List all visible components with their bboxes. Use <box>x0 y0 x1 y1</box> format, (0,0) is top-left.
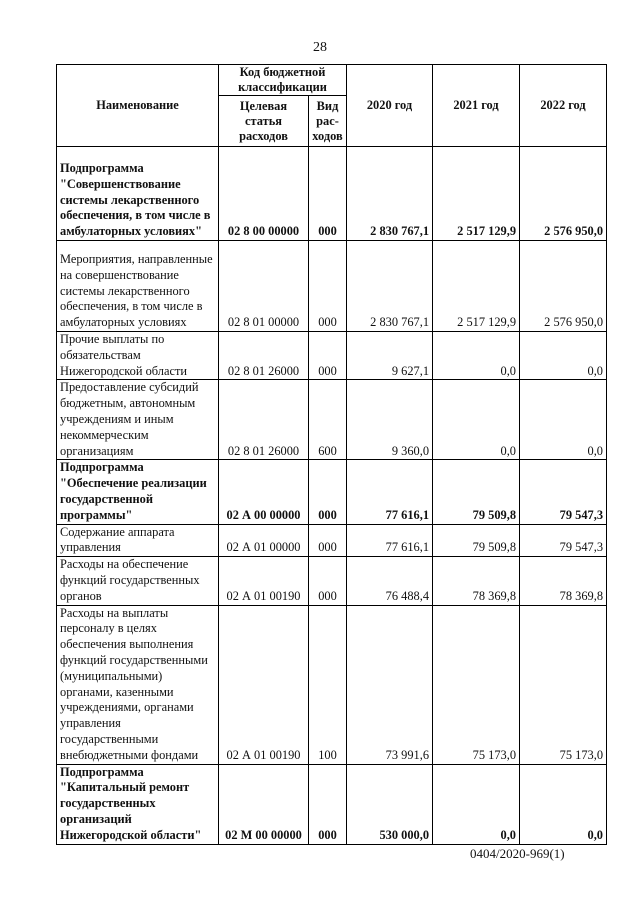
budget-table <box>56 64 607 845</box>
row-target: 02 А 00 00000 <box>219 460 309 524</box>
row-2021: 2 517 129,9 <box>433 147 520 241</box>
row-name: Расходы на выплаты персоналу в целях обеспечения выполнения функций государственными (муниципальными) органами, казенными учреждениями, органами управления государственными внебюджетными фондами <box>57 605 219 764</box>
header-code-group: Код бюджетной классификации <box>219 65 347 96</box>
table-row <box>57 380 607 460</box>
row-2022: 0,0 <box>520 764 607 844</box>
row-2020: 2 830 767,1 <box>347 147 433 241</box>
row-2022: 0,0 <box>520 380 607 460</box>
row-2022: 0,0 <box>520 332 607 380</box>
row-2020: 77 616,1 <box>347 460 433 524</box>
row-2021: 75 173,0 <box>433 605 520 764</box>
row-2020: 76 488,4 <box>347 557 433 605</box>
table-row <box>57 147 607 241</box>
table-row <box>57 332 607 380</box>
row-kind: 000 <box>309 332 347 380</box>
document-code: 0404/2020-969(1) <box>470 846 565 861</box>
row-2022: 78 369,8 <box>520 557 607 605</box>
table-row <box>57 241 607 332</box>
row-2020: 77 616,1 <box>347 524 433 557</box>
row-name: Предоставление субсидий бюджетным, автономным учреждениям и иным некоммерческим организациям <box>57 380 219 460</box>
row-2021: 0,0 <box>433 332 520 380</box>
row-2022: 75 173,0 <box>520 605 607 764</box>
row-2022: 79 547,3 <box>520 524 607 557</box>
row-target: 02 8 01 26000 <box>219 332 309 380</box>
row-kind: 000 <box>309 764 347 844</box>
header-2020: 2020 год <box>347 65 433 147</box>
row-target: 02 А 01 00190 <box>219 557 309 605</box>
row-name: Содержание аппарата управления <box>57 524 219 557</box>
row-2022: 2 576 950,0 <box>520 241 607 332</box>
row-2021: 2 517 129,9 <box>433 241 520 332</box>
row-kind: 000 <box>309 557 347 605</box>
row-2020: 73 991,6 <box>347 605 433 764</box>
row-target: 02 А 01 00190 <box>219 605 309 764</box>
row-target: 02 А 01 00000 <box>219 524 309 557</box>
table-row <box>57 764 607 844</box>
row-2021: 79 509,8 <box>433 460 520 524</box>
row-name: Подпрограмма "Капитальный ремонт государственных организаций Нижегородской области" <box>57 764 219 844</box>
row-name: Подпрограмма "Обеспечение реализации государственной программы" <box>57 460 219 524</box>
row-kind: 000 <box>309 147 347 241</box>
table-row <box>57 557 607 605</box>
row-kind: 000 <box>309 241 347 332</box>
row-target: 02 8 00 00000 <box>219 147 309 241</box>
row-2022: 79 547,3 <box>520 460 607 524</box>
row-target: 02 8 01 26000 <box>219 380 309 460</box>
table-row <box>57 605 607 764</box>
header-name: Наименование <box>57 65 219 147</box>
row-name: Расходы на обеспечение функций государственных органов <box>57 557 219 605</box>
row-name: Прочие выплаты по обязательствам Нижегородской области <box>57 332 219 380</box>
header-target: Целевая статья расходов <box>219 96 309 147</box>
row-kind: 100 <box>309 605 347 764</box>
row-2020: 530 000,0 <box>347 764 433 844</box>
row-2020: 9 627,1 <box>347 332 433 380</box>
row-2021: 0,0 <box>433 380 520 460</box>
row-kind: 000 <box>309 460 347 524</box>
row-2022: 2 576 950,0 <box>520 147 607 241</box>
header-kind: Вид рас-ходов <box>309 96 347 147</box>
row-kind: 000 <box>309 524 347 557</box>
row-target: 02 8 01 00000 <box>219 241 309 332</box>
row-2021: 0,0 <box>433 764 520 844</box>
row-name: Мероприятия, направленные на совершенствование системы лекарственного обеспечения, в том числе в амбулаторных условиях <box>57 241 219 332</box>
row-2020: 2 830 767,1 <box>347 241 433 332</box>
row-name: Подпрограмма "Совершенствование системы лекарственного обеспечения, в том числе в амбулаторных условиях" <box>57 147 219 241</box>
page-number: 28 <box>313 40 327 55</box>
header-2021: 2021 год <box>433 65 520 147</box>
header-2022: 2022 год <box>520 65 607 147</box>
row-2021: 79 509,8 <box>433 524 520 557</box>
row-kind: 600 <box>309 380 347 460</box>
table-row <box>57 524 607 557</box>
row-2020: 9 360,0 <box>347 380 433 460</box>
table-row <box>57 460 607 524</box>
row-target: 02 М 00 00000 <box>219 764 309 844</box>
row-2021: 78 369,8 <box>433 557 520 605</box>
